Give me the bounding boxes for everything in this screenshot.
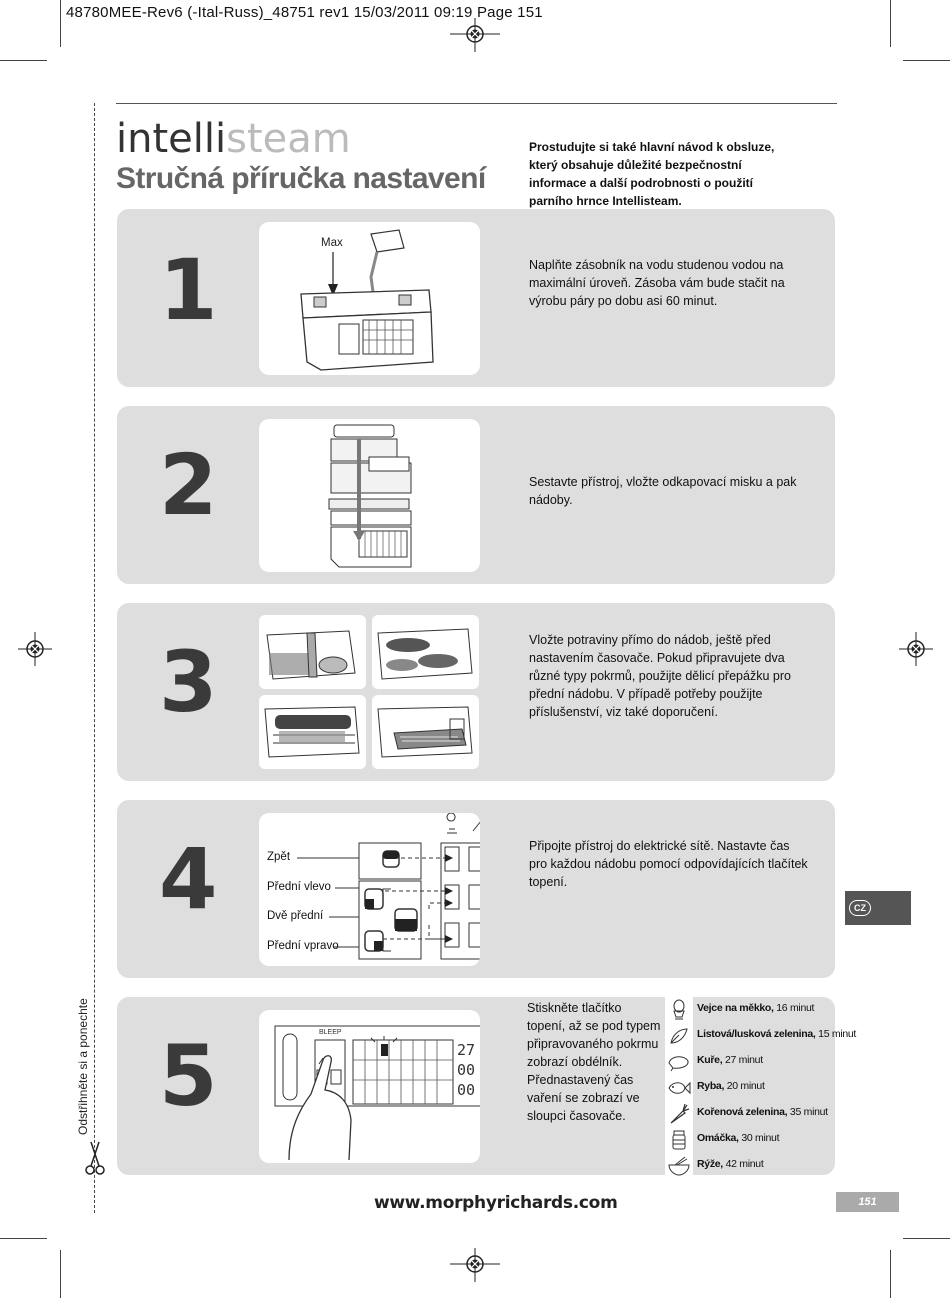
top-rule xyxy=(116,103,837,104)
step-1-illustration xyxy=(259,222,480,375)
cut-line xyxy=(94,103,95,1213)
step-1-panel xyxy=(117,209,835,387)
sauce-jar-icon xyxy=(665,1127,693,1153)
container-divider-illustration xyxy=(259,615,366,689)
food-name: Vejce na měkko, xyxy=(697,1002,774,1014)
leaf-icon xyxy=(665,1023,693,1049)
carrot-icon xyxy=(665,1101,693,1127)
step-4-text: Připojte přístroj do elektrické sítě. Nastavte čas pro každou nádobu pomocí odpovídajících tlačítek topení. xyxy=(529,839,808,889)
step-3-panel xyxy=(117,603,835,781)
food-row xyxy=(665,1127,835,1153)
container-rack-illustration xyxy=(259,695,366,769)
rack-icon xyxy=(259,695,366,769)
step-2-panel xyxy=(117,406,835,584)
food-text xyxy=(697,1028,856,1040)
intro-text: Prostudujte si také hlavní návod k obsluze, který obsahuje důležité bezpečnostní informace a další podrobnosti o použití parního hrnce Intellisteam. xyxy=(529,140,775,208)
food-text xyxy=(697,1080,765,1092)
registration-mark-icon xyxy=(450,18,500,52)
print-header: 48780MEE-Rev6 (-Ital-Russ)_48751 rev1 15/03/2011 09:19 Page 151 xyxy=(66,4,543,21)
food-text xyxy=(697,1002,814,1014)
step-5-text: Stiskněte tlačítko topení, až se pod typem připravovaného pokrmu zobrazí obdélník. Přednastavený čas vaření se zobrazí ve sloupci časovače. xyxy=(527,1001,661,1123)
timer-display-diagram xyxy=(259,1010,480,1163)
website-url[interactable]: www.morphyrichards.com xyxy=(374,1193,618,1213)
crop-mark xyxy=(890,1250,891,1298)
food-name: Listová/lusková zelenina, xyxy=(697,1028,816,1040)
step-3-text: Vložte potraviny přímo do nádob, ještě před nastavením časovače. Pokud připravujete dva různé typy pokrmů, použijte dělicí přepážku pro přední nádobu. V případě potřeby použijte příslušenství, viz také doporučení. xyxy=(529,633,791,719)
cut-instruction: Odstřihněte si a ponechte xyxy=(76,998,90,1135)
page-title: Stručná příručka nastavení xyxy=(116,162,486,195)
scissors-icon xyxy=(84,1140,106,1176)
food-time: 27 minut xyxy=(724,1054,763,1066)
food-row xyxy=(665,1023,857,1049)
fish-icon xyxy=(665,1075,693,1101)
step-5-panel xyxy=(117,997,857,1175)
chicken-icon xyxy=(665,1049,693,1075)
food-name: Rýže, xyxy=(697,1158,723,1170)
food-text xyxy=(697,1158,763,1170)
timer-value: 27 xyxy=(457,1041,476,1059)
food-text xyxy=(697,1054,763,1066)
logo-bold: intelli xyxy=(116,116,227,162)
food-time: 42 minut xyxy=(725,1158,764,1170)
container-steam-tray-illustration xyxy=(372,695,479,769)
step-number: 2 xyxy=(159,436,218,534)
crop-mark xyxy=(0,1238,47,1239)
food-time: 15 minut xyxy=(818,1028,857,1040)
registration-mark-icon xyxy=(18,632,52,666)
fish-tray-icon xyxy=(372,615,479,689)
registration-mark-icon xyxy=(899,632,933,666)
crop-mark xyxy=(0,60,47,61)
label-both-front: Dvě přední xyxy=(267,910,324,922)
food-name: Kořenová zelenina, xyxy=(697,1106,788,1118)
food-row xyxy=(665,1075,835,1101)
step-number: 4 xyxy=(159,830,218,928)
step-2-text: Sestavte přístroj, vložte odkapovací misku a pak nádoby. xyxy=(529,475,797,507)
step-number: 3 xyxy=(159,633,218,731)
food-time: 30 minut xyxy=(741,1132,780,1144)
steamer-assembly-icon xyxy=(259,419,480,572)
rice-bowl-icon xyxy=(665,1153,693,1179)
intellisteam-logo xyxy=(116,116,351,162)
crop-mark xyxy=(60,1250,61,1298)
food-name: Ryba, xyxy=(697,1080,725,1092)
bleep-label: BLEEP xyxy=(319,1029,342,1036)
language-tab xyxy=(845,891,911,925)
timer-column xyxy=(457,1040,475,1100)
food-name: Omáčka, xyxy=(697,1132,739,1144)
label-back: Zpět xyxy=(267,851,291,863)
food-text xyxy=(697,1106,828,1118)
timer-value: 00 xyxy=(457,1061,476,1079)
crop-mark xyxy=(903,1238,950,1239)
registration-mark-icon xyxy=(450,1248,500,1282)
food-row xyxy=(665,997,835,1023)
crop-mark xyxy=(60,0,61,47)
max-label: Max xyxy=(321,237,343,249)
steamer-fill-icon xyxy=(259,222,480,375)
food-row xyxy=(665,1153,835,1179)
crop-mark xyxy=(903,60,950,61)
egg-icon xyxy=(665,997,693,1023)
step-4-illustration xyxy=(259,813,480,966)
step-1-text: Naplňte zásobník na vodu studenou vodou na maximální úroveň. Zásoba vám bude stačit na výrobu páry po dobu asi 60 minut. xyxy=(529,258,785,308)
label-front-right: Přední vpravo xyxy=(267,940,339,952)
page-number: 151 xyxy=(836,1192,899,1212)
food-row xyxy=(665,1101,835,1127)
divider-icon xyxy=(259,615,366,689)
steam-tray-icon xyxy=(372,695,479,769)
container-fish-illustration xyxy=(372,615,479,689)
language-badge: CZ xyxy=(849,900,871,916)
timer-value: 00 xyxy=(457,1081,476,1099)
logo-light: steam xyxy=(226,116,351,162)
step-2-illustration xyxy=(259,419,480,572)
crop-mark xyxy=(890,0,891,47)
step-4-panel xyxy=(117,800,835,978)
food-time: 16 minut xyxy=(776,1002,815,1014)
food-preset-list xyxy=(665,997,857,1174)
food-time: 35 minut xyxy=(789,1106,828,1118)
label-front-left: Přední vlevo xyxy=(267,881,331,893)
food-time: 20 minut xyxy=(726,1080,765,1092)
step-5-illustration xyxy=(259,1010,480,1163)
food-row xyxy=(665,1049,835,1075)
step-number: 1 xyxy=(159,241,218,339)
food-name: Kuře, xyxy=(697,1054,723,1066)
step-number: 5 xyxy=(159,1027,218,1125)
food-text xyxy=(697,1132,779,1144)
